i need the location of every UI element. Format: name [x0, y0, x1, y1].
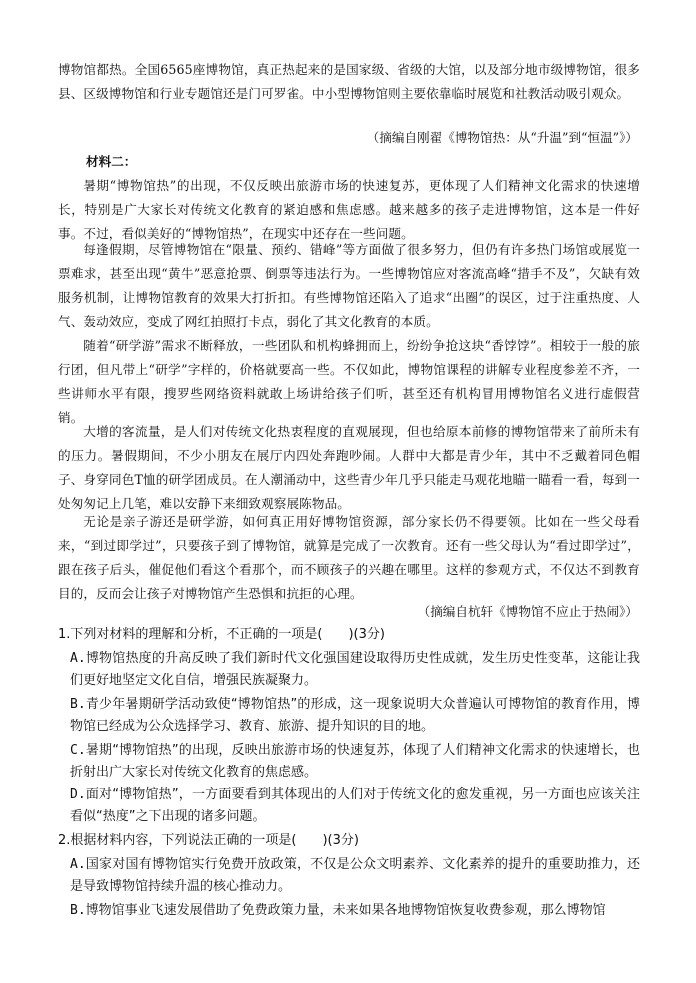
question-2-stem: 2.根据材料内容，下列说法正确的一项是( )(3分) — [58, 833, 359, 848]
option-letter: C. — [70, 743, 86, 758]
material2-paragraph-3: 随着“研学游”需求不断释放，一些团队和机构蜂拥而上，纷纷争抢这块“香饽饽”。相较于一般的旅行团，但凡带上“研学”字样的，价格就要高一些。不仅如此，博物馆课程的讲解专业程度参差不齐，一些讲师水平有限，搜罗些网络资料就敢上场讲给孩子们听，甚至还有机构冒用博物馆名义进行虚假营销。 — [58, 338, 640, 425]
option-text: 暑期“博物馆热”的出现，反映出旅游市场的快速复苏，体现了人们精神文化需求的快速增长，也折射出广大家长对传统文化教育的焦虑感。 — [70, 743, 640, 780]
option-letter: A. — [70, 651, 86, 666]
material2-source: （摘编自杭轩《博物馆不应止于热闹》） — [417, 604, 638, 619]
option-letter: D. — [70, 787, 86, 802]
option-text: 面对“博物馆热”，一方面要看到其体现出的人们对于传统文化的愈发重视，另一方面也应该关注看似“热度”之下出现的诸多问题。 — [70, 787, 640, 824]
material2-heading: 材料二： — [86, 154, 137, 169]
question-1-option-c[interactable] — [70, 740, 640, 784]
question-1-stem: 1.下列对材料的理解和分析，不正确的一项是( )(3分) — [58, 627, 385, 642]
material2-paragraph-2: 每逢假期，尽管博物馆在“限量、预约、错峰”等方面做了很多努力，但仍有许多热门场馆或展览一票难求，甚至出现“黄牛”恶意抢票、倒票等违法行为。一些博物馆应对客流高峰“措手不及”，欠缺有效服务机制，让博物馆教育的效果大打折扣。有些博物馆还陷入了追求“出圈”的误区，过于注重热度、人气、轰动效应，变成了网红拍照打卡点，弱化了其文化教育的本质。 — [58, 242, 640, 329]
option-letter: A. — [70, 857, 86, 872]
option-text: 国家对国有博物馆实行免费开放政策，不仅是公众文明素养、文化素养的提升的重要助推力，还是导致博物馆持续升温的核心推动力。 — [70, 857, 640, 894]
question-2-option-b[interactable] — [70, 900, 640, 922]
material1-source: （摘编自刚翟《博物馆热：从“升温”到“恒温”》） — [366, 130, 638, 145]
option-text: 博物馆事业飞速发展借助了免费政策力量，未来如果各地博物馆恢复收费参观，那么博物馆 — [85, 903, 606, 918]
material2-paragraph-1: 暑期“博物馆热”的出现，不仅反映出旅游市场的快速复苏，更体现了人们精神文化需求的快速增长，特别是广大家长对传统文化教育的紧迫感和焦虑感。越来越多的孩子走进博物馆，这本是一件好事。不过，看似美好的“博物馆热”，在现实中还存在一些问题。 — [58, 178, 640, 241]
question-1-option-a[interactable] — [70, 648, 640, 692]
material2-paragraph-5: 无论是亲子游还是研学游，如何真正用好博物馆资源，部分家长仍不得要领。比如在一些父母看来，“到过即学过”，只要孩子到了博物馆，就算是完成了一次教育。还有一些父母认为“看过即学过”，跟在孩子后头，催促他们看这个看那个，而不顾孩子的兴趣在哪里。这样的参观方式，不仅达不到教育目的，反而会让孩子对博物馆产生恐惧和抗拒的心理。 — [58, 514, 640, 601]
option-letter: B. — [70, 697, 86, 712]
option-text: 博物馆热度的升高反映了我们新时代文化强国建设取得历史性成就，发生历史性变革，这能让我们更好地坚定文化自信，增强民族凝聚力。 — [70, 651, 640, 688]
question-1-option-d[interactable] — [70, 784, 640, 828]
question-2-option-a[interactable] — [70, 854, 640, 898]
material1-paragraph-end: 博物馆都热。全国6565座博物馆，真正热起来的是国家级、省级的大馆，以及部分地市级博物馆，很多县、区级博物馆和行业专题馆还是门可罗雀。中小型博物馆则主要依靠临时展览和社教活动吸引观众。 — [58, 62, 640, 101]
question-1-option-b[interactable] — [70, 694, 640, 738]
option-text: 青少年暑期研学活动致使“博物馆热”的形成，这一现象说明大众普遍认可博物馆的教育作用，博物馆已经成为公众选择学习、教育、旅游、提升知识的目的地。 — [70, 697, 640, 734]
material2-paragraph-4: 大增的客流量，是人们对传统文化热衷程度的直观展现，但也给原本前修的博物馆带来了前所未有的压力。暑假期间，不少小朋友在展厅内四处奔跑吵闹。人群中大都是青少年，其中不乏戴着同色帽子、身穿同色T恤的研学团成员。在人潮涌动中，这些青少年几乎只能走马观花地瞄一瞄看一看，每到一处匆匆记上几笔，难以安静下来细致观察展陈物品。 — [58, 424, 640, 511]
option-letter: B. — [70, 903, 86, 918]
